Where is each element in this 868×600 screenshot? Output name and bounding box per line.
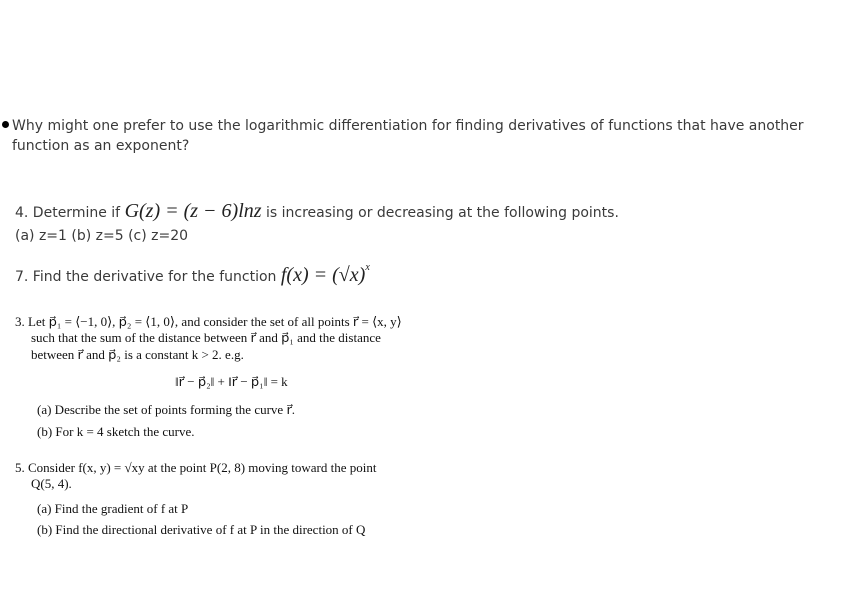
problem-7-exponent: x bbox=[365, 262, 370, 273]
problem-5 bbox=[15, 460, 465, 493]
problem-4 bbox=[15, 200, 619, 223]
problem-5-line-2: Q(5, 4). bbox=[31, 476, 72, 492]
problem-3-line-2: such that the sum of the distance between r⃗ and p⃗₁ and the distance bbox=[31, 330, 381, 346]
problem-7-formula bbox=[281, 264, 370, 286]
problem-5-line-1: 5. Consider f(x, y) = √xy at the point P(2, 8) moving toward the point bbox=[15, 460, 377, 475]
question-text: Why might one prefer to use the logarithmic differentiation for finding derivatives of functions that have another function as an exponent? bbox=[12, 118, 804, 154]
bullet-point bbox=[2, 121, 9, 128]
problem-7-prefix: 7. Find the derivative for the function bbox=[15, 269, 277, 285]
problem-3-line-1: 3. Let p⃗₁ = ⟨−1, 0⟩, p⃗₂ = ⟨1, 0⟩, and consider the set of all points r⃗ = ⟨x, y⟩ bbox=[15, 314, 402, 329]
problem-7 bbox=[15, 264, 370, 287]
problem-3-item-b: (b) For k = 4 sketch the curve. bbox=[37, 424, 195, 439]
problem-7-formula-base: f(x) = (√x) bbox=[280, 264, 366, 286]
problem-4-prefix: 4. Determine if bbox=[15, 205, 121, 221]
problem-3-item-a: (a) Describe the set of points forming the curve r⃗. bbox=[37, 402, 296, 417]
problem-4-options: (a) z=1 (b) z=5 (c) z=20 bbox=[15, 228, 189, 244]
problem-4-formula: G(z) = (z − 6)lnz bbox=[124, 200, 262, 222]
problem-5-item-b: (b) Find the directional derivative of f at P in the direction of Q bbox=[37, 522, 366, 537]
problem-4-suffix: is increasing or decreasing at the following points. bbox=[266, 205, 619, 221]
problem-3 bbox=[15, 314, 465, 363]
problem-3-equation: ‖r⃗ − p⃗₂‖ + ‖r⃗ − p⃗₁‖ = k bbox=[175, 374, 288, 389]
problem-3-line-3: between r⃗ and p⃗₂ is a constant k > 2. e.g. bbox=[31, 346, 244, 362]
problem-5-item-a: (a) Find the gradient of f at P bbox=[37, 501, 189, 516]
